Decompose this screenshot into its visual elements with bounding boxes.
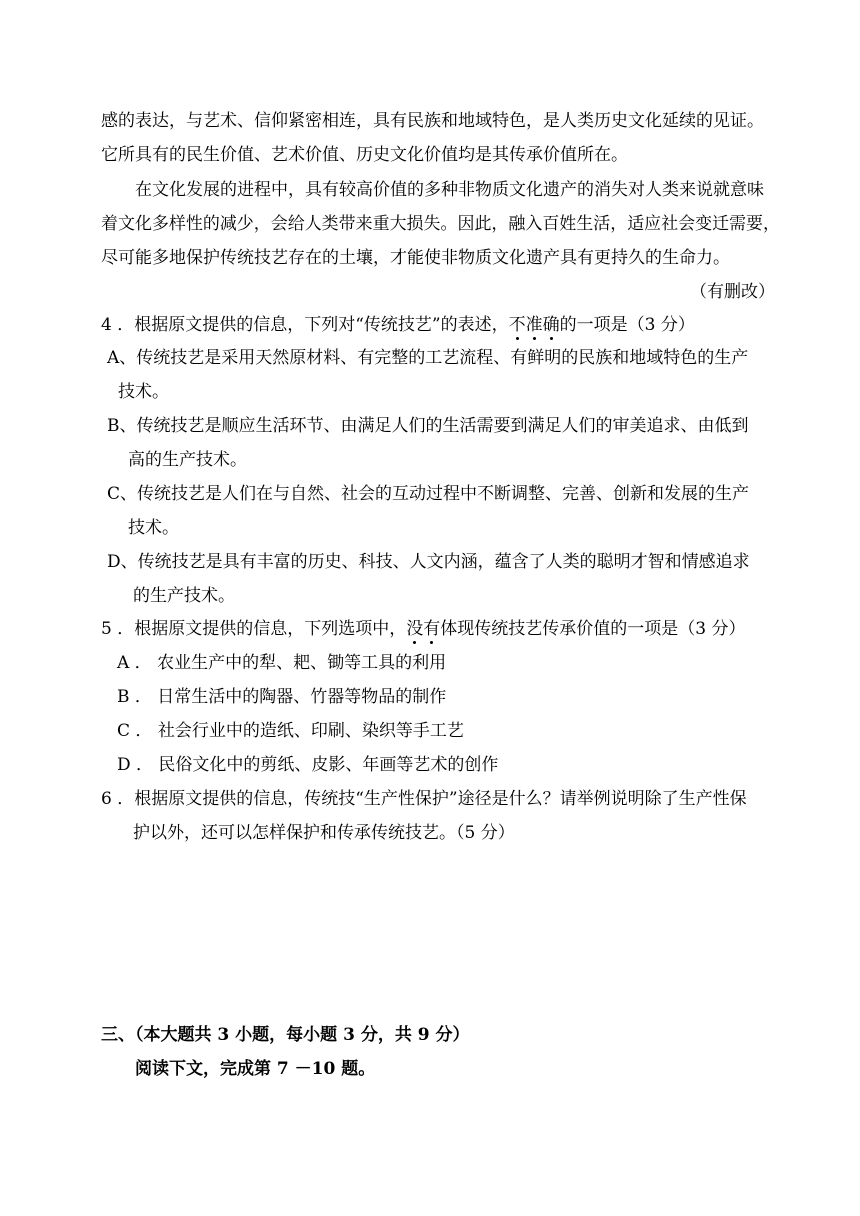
emphasis-char: 有 [423, 619, 441, 639]
question-6-stem: 6 ．根据原文提供的信息，传统技“生产性保护”途径是什么？请举例说明除了生产性保 [101, 789, 747, 809]
option-a: A、传统技艺是采用天然原材料、有完整的工艺流程、有鲜明的民族和地域特色的生产 [107, 348, 749, 368]
option-b: B ． 日常生活中的陶器、竹器等物品的制作 [117, 687, 447, 707]
source-note: （有删改） [690, 282, 775, 302]
option-a-cont: 技术。 [118, 382, 169, 402]
section-instruction: 阅读下文，完成第 7 －10 题。 [135, 1059, 376, 1079]
option-c: C ． 社会行业中的造纸、印刷、染织等手工艺 [117, 721, 464, 741]
passage-line: 它所具有的民生价值、艺术价值、历史文化价值均是其传承价值所在。 [101, 145, 628, 165]
passage-line: 感的表达，与艺术、信仰紧密相连，具有民族和地域特色，是人类历史文化延续的见证。 [101, 111, 764, 131]
question-4-stem [101, 313, 695, 337]
option-a: A ． 农业生产中的犁、耙、锄等工具的利用 [117, 653, 447, 673]
option-c-cont: 技术。 [128, 518, 179, 538]
option-b-cont: 高的生产技术。 [128, 450, 247, 470]
question-6-stem-cont: 护以外，还可以怎样保护和传承传统技艺。（5 分） [133, 823, 515, 843]
emphasis-char: 不 [508, 315, 526, 335]
passage-line: 尽可能多地保护传统技艺存在的土壤，才能使非物质文化遗产具有更持久的生命力。 [101, 248, 730, 268]
option-d: D ． 民俗文化中的剪纸、皮影、年画等艺术的创作 [117, 755, 499, 775]
emphasis-char: 确 [542, 315, 560, 335]
emphasis-char: 准 [525, 315, 543, 335]
passage-line: 着文化多样性的减少，会给人类带来重大损失。因此，融入百姓生活，适应社会变迁需要， [101, 214, 780, 234]
section-heading: 三、（本大题共 3 小题，每小题 3 分，共 9 分） [101, 1025, 470, 1045]
emphasis-char: 没 [406, 619, 424, 639]
question-5-stem-text: 5 ．根据原文提供的信息，下列选项中， [101, 619, 407, 639]
option-c: C、传统技艺是人们在与自然、社会的互动过程中不断调整、完善、创新和发展的生产 [107, 484, 750, 504]
question-4-stem-text: 4 ．根据原文提供的信息，下列对“传统技艺”的表述， [101, 315, 509, 335]
question-5-stem-text: 体现传统技艺传承价值的一项是（3 分） [440, 619, 746, 639]
question-5-stem [101, 617, 745, 641]
option-d-cont: 的生产技术。 [133, 586, 235, 606]
question-4-stem-text: 的一项是（3 分） [559, 315, 695, 335]
option-b: B、传统技艺是顺应生活环节、由满足人们的生活需要到满足人们的审美追求、由低到 [107, 416, 749, 436]
option-d: D、传统技艺是具有丰富的历史、科技、人文内涵，蕴含了人类的聪明才智和情感追求 [107, 552, 750, 572]
passage-line: 在文化发展的进程中，具有较高价值的多种非物质文化遗产的消失对人类来说就意味 [135, 180, 764, 200]
